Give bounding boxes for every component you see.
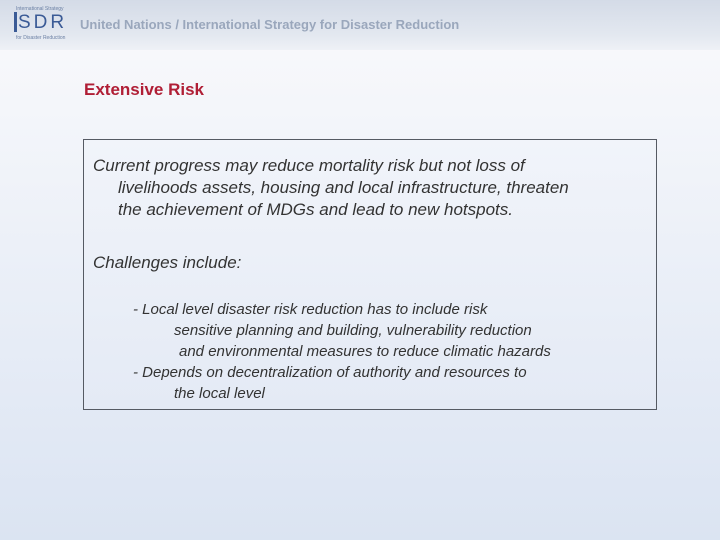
logo-top-text: International Strategy <box>16 6 64 12</box>
paragraph-line: Current progress may reduce mortality risk but not loss of <box>93 156 525 175</box>
list-item-continuation: and environmental measures to reduce climatic hazards <box>179 343 551 360</box>
logo-letters: SDR <box>18 12 68 33</box>
header-bar <box>0 0 720 50</box>
list-item: - Depends on decentralization of authority and resources to <box>133 364 527 381</box>
paragraph-line: the achievement of MDGs and lead to new hotspots. <box>118 200 514 219</box>
logo-i-bar <box>14 12 17 32</box>
paragraph-line: livelihoods assets, housing and local infrastructure, threaten <box>118 178 569 197</box>
list-item-continuation: sensitive planning and building, vulnerability reduction <box>174 322 532 339</box>
header-title: United Nations / International Strategy for Disaster Reduction <box>80 17 460 32</box>
isdr-logo <box>14 6 70 42</box>
paragraph-challenges: Challenges include: <box>93 253 242 272</box>
content-box <box>83 139 657 410</box>
paragraph-progress <box>93 155 569 221</box>
logo-bottom-text: for Disaster Reduction <box>16 35 66 41</box>
list-item: - Local level disaster risk reduction has to include risk <box>133 301 488 318</box>
list-item-continuation: the local level <box>174 385 265 402</box>
slide-title: Extensive Risk <box>84 80 205 99</box>
challenges-list <box>133 299 551 404</box>
